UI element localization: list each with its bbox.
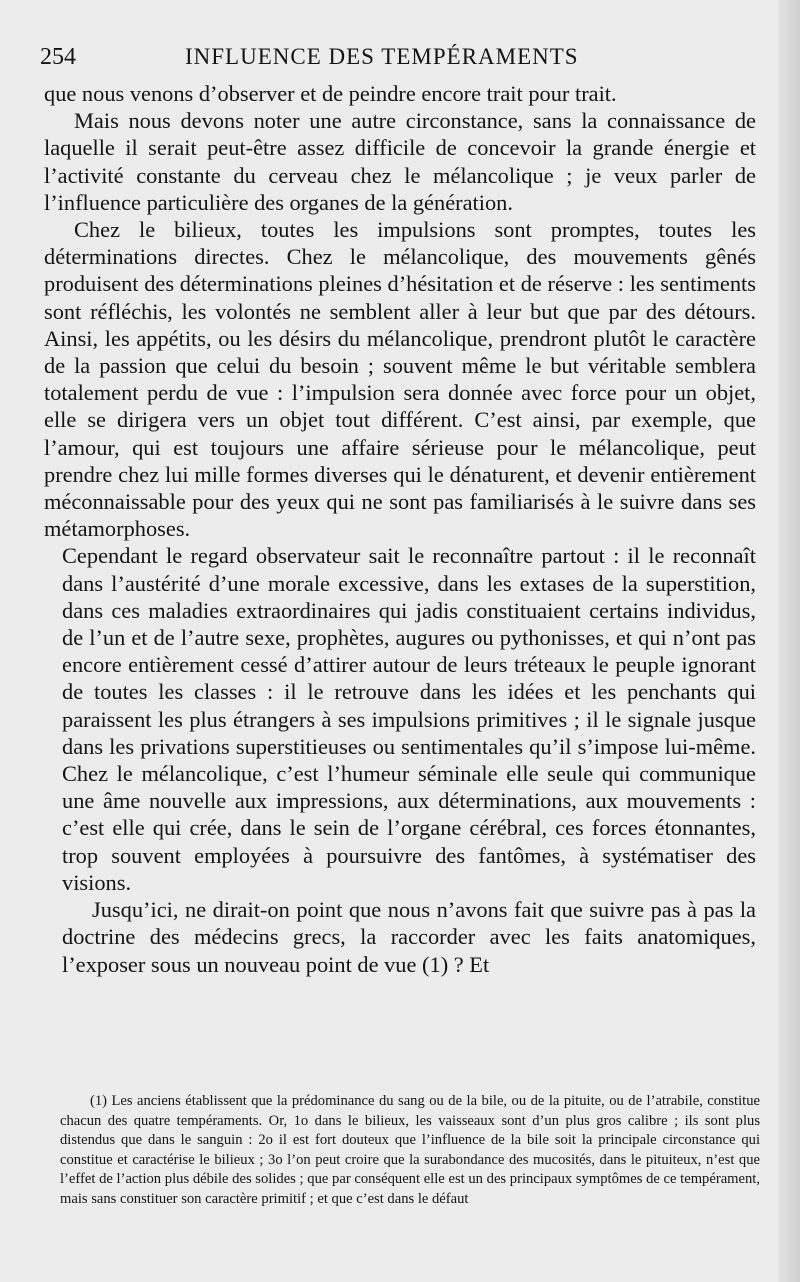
paragraph: Cependant le regard observateur sait le reconnaître partout : il le reconnaît dans l’austérité d’une morale excessive, dans les extases de la superstition, dans ces maladies extraordinaires qui jadis constituaient certains individus, de l’un et de l’autre sexe, prophètes, augures ou pythonisses, et qui n’ont pas encore entièrement cessé d’attirer autour de leurs tréteaux le peuple ignorant de toutes les classes : il le retrouve dans les idées et les penchants qui paraissent les plus étrangers à ses impulsions primitives ; il le signale jusque dans les privations superstitieuses ou sentimentales qu’il s’impose lui-même. Chez le mélancolique, c’est l’humeur séminale elle seule qui communique une âme nouvelle aux impressions, aux déterminations, aux mouvements : c’est elle qui crée, dans le sein de l’organe cérébral, ces forces étonnantes, trop souvent employées à poursuivre des fantômes, à systématiser des visions.: [62, 543, 756, 895]
paragraph: Chez le bilieux, toutes les impulsions sont promptes, toutes les déterminations directes. Chez le mélancolique, des mouvements gênés produisent des déterminations pleines d’hésitation et de réserve : les sentiments sont réfléchis, les volontés ne semblent aller à leur but que par des détours. Ainsi, les appétits, ou les désirs du mélancolique, prendront plutôt le caractère de la passion que celui du besoin ; souvent même le but véritable semblera totalement perdu de vue : l’impulsion sera donnée avec force pour un objet, elle se dirigera vers un objet tout différent. C’est ainsi, par exemple, que l’amour, qui est toujours une affaire sérieuse pour le mélancolique, peut prendre chez lui mille formes diverses qui le dénaturent, et devenir entièrement méconnaissable pour des yeux qui ne sont pas familiarisés à le suivre dans ses métamorphoses.: [44, 217, 756, 542]
paragraph: Mais nous devons noter une autre circonstance, sans la connaissance de laquelle il serait peut-être assez difficile de concevoir la grande énergie et l’activité constante du cerveau chez le mélancolique ; je veux parler de l’influence particulière des organes de la génération.: [44, 108, 756, 215]
body-text: [44, 80, 756, 978]
paragraph-continuation: que nous venons d’observer et de peindre encore trait pour trait.: [44, 81, 617, 106]
running-title: INFLUENCE DES TEMPÉRAMENTS: [185, 44, 579, 69]
footnote: [60, 1092, 760, 1210]
page-edge: [778, 0, 800, 1282]
page-header: [40, 40, 600, 74]
paragraph: Jusqu’ici, ne dirait-on point que nous n’avons fait que suivre pas à pas la doctrine des médecins grecs, la raccorder avec les faits anatomiques, l’exposer sous un nouveau point de vue (1) ? Et: [62, 897, 756, 977]
page-number: 254: [40, 44, 76, 70]
footnote-text: (1) Les anciens établissent que la prédominance du sang ou de la bile, ou de la pituite, ou de l’atrabile, constitue chacun des quatre tempéraments. Or, 1o dans le bilieux, les vaisseaux sont d’un plus gros calibre ; ils sont plus distendus que dans le sanguin : 2o il est fort douteux que l’influence de la bile soit la principale circonstance qui constitue et caractérise le bilieux ; 3o l’on peut croire que la surabondance des mucosités, dans le pituiteux, n’est que l’effet de l’action plus débile des solides ; que par conséquent elle est un des principaux symptômes de ce tempérament, mais sans constituer son caractère primitif ; et que c’est dans le défaut: [60, 1093, 760, 1207]
